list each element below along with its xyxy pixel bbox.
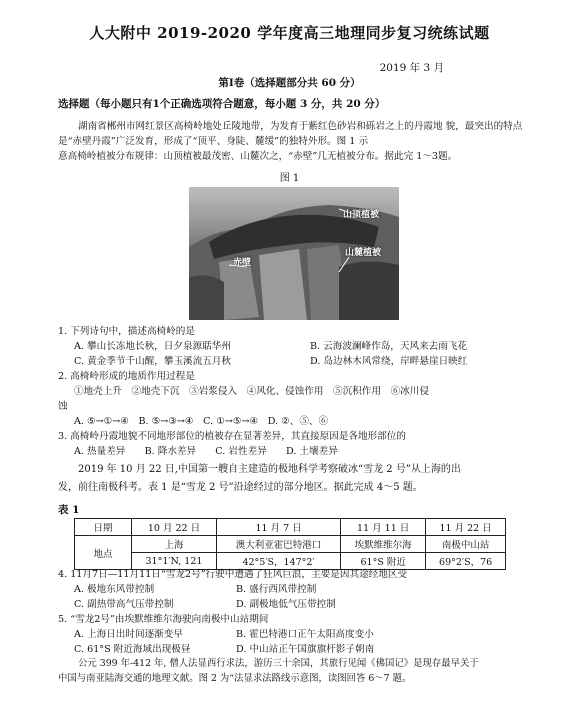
exam-date: 2019 年 3 月 — [379, 62, 444, 74]
table-place-cell: 埃默维维尔海 — [341, 536, 426, 553]
q4-option-a[interactable]: A. 极地东风带控制 — [74, 584, 155, 595]
label-summit-vegetation: 山顶植被 — [343, 210, 380, 220]
label-foot-vegetation: 山麓植被 — [345, 248, 382, 258]
q5-option-a[interactable]: A. 上海日出时间逐渐变早 — [74, 629, 183, 640]
table-row — [75, 553, 506, 570]
figure1-photo — [189, 187, 399, 320]
table1 — [74, 518, 506, 570]
q4-stem: 4. 11月7日—11月11日“雪龙2号”行驶中遭遇了狂风巨浪，主要是因其途经地区受 — [58, 569, 408, 580]
q2-items-tail: 蚀 — [58, 401, 68, 412]
q1-stem: 1. 下列诗句中，描述高椅岭的是 — [58, 326, 195, 337]
q5-option-d[interactable]: D. 中山站正午国旗旗杆影子朝南 — [236, 644, 375, 655]
q3-stem: 3. 高椅岭丹霞地貌不同地形部位的植被存在显著差异，其直接原因是各地形部位的 — [58, 431, 406, 442]
q3-options[interactable]: A. 热量差异 B. 降水差异 C. 岩性差异 D. 土壤差异 — [74, 446, 338, 457]
table-coord-cell: 69°2′S，76 — [426, 553, 506, 570]
q5-option-c[interactable]: C. 61°S 附近海域出现极昼 — [74, 644, 191, 655]
q4-option-b[interactable]: B. 盛行西风带控制 — [236, 584, 317, 595]
section-heading: 第Ⅰ卷（选择题部分共 60 分） — [218, 77, 361, 89]
q5-stem: 5. “雪龙2号”由埃默维维尔海驶向南极中山站期间 — [58, 614, 269, 625]
q2-items: ①地壳上升 ②地壳下沉 ③岩浆侵入 ④风化、侵蚀作用 ⑤沉积作用 ⑥冰川侵 — [74, 386, 429, 397]
intro3-line2: 中国与南亚陆海交通的地理文献。图 2 为“法显求法路线示意图，读图回答 6～7 题。 — [58, 673, 412, 684]
q4-option-c[interactable]: C. 副热带高气压带控制 — [74, 599, 174, 610]
table-row — [75, 536, 506, 553]
table-coord-cell: 61°S 附近 — [341, 553, 426, 570]
q2-options[interactable]: A. ⑤→①→④ B. ⑤→③→④ C. ①→⑤→④ D. ②、⑤、⑥ — [74, 416, 329, 427]
page-title: 人大附中 2019-2020 学年度高三地理同步复习统练试题 — [89, 24, 490, 42]
q1-option-c[interactable]: C. 黄金季节千山醒，攀玉溪流五月秋 — [74, 356, 232, 367]
table-coord-cell: 31°1′N, 121 — [132, 553, 217, 570]
q4-option-d[interactable]: D. 副极地低气压带控制 — [236, 599, 336, 610]
intro-paragraph-line1: 湖南省郴州市网红景区高椅岭地处丘陵地带，为发育于紫红色砂岩和砾岩之上的丹霞地 貌，最突出的特点是“赤壁丹霞”广泛发育，形成了“顶平、身陡、麓缓”的独特外形。图 1 示 — [58, 121, 523, 147]
intro-paragraph-line2: 意高椅岭植被分布规律：山顶植被最茂密、山麓次之，“赤壁”几无植被分布。据此完 1～3题。 — [58, 151, 458, 162]
q1-option-a[interactable]: A. 攀山长冻地长秋，日夕泉源聒华州 — [74, 341, 231, 352]
intro3-line1: 公元 399 年-412 年, 僧人法显西行求法，游历三十余国，其旅行见闻《佛国记》是现存最早关于 — [78, 658, 479, 669]
table-row — [75, 519, 506, 536]
table1-label: 表 1 — [58, 504, 80, 516]
q2-stem: 2. 高椅岭形成的地质作用过程是 — [58, 371, 195, 382]
table-coord-cell: 42°5′S，147°2′ — [216, 553, 340, 570]
table-place-label: 地点 — [75, 536, 132, 570]
intro2-line1: 2019 年 10 月 22 日,中国第一艘自主建造的极地科学考察破冰“雪龙 2 号”从上海的出 — [78, 464, 461, 475]
table-date-cell: 10 月 22 日 — [132, 519, 217, 536]
table-place-cell: 南极中山站 — [426, 536, 506, 553]
table-place-cell: 澳大利亚霍巴特港口 — [216, 536, 340, 553]
table-date-cell: 11 月 7 日 — [216, 519, 340, 536]
label-red-cliff: 赤壁 — [233, 258, 252, 268]
q5-option-b[interactable]: B. 霍巴特港口正午太阳高度变小 — [236, 629, 374, 640]
intro2-line2: 发，前往南极科考。表 1 是“雪龙 2 号”沿途经过的部分地区。据此完成 4～5 题。 — [58, 482, 423, 493]
instruction: 选择题（每小题只有1个正确选项符合题意，每小题 3 分，共 20 分） — [58, 98, 386, 110]
table-date-cell: 11 月 22 日 — [426, 519, 506, 536]
figure1-label: 图 1 — [279, 173, 300, 184]
table-header-cell: 日期 — [75, 519, 132, 536]
q1-option-b[interactable]: B. 云海波澜峰作岛，天风来去雨飞花 — [310, 341, 468, 352]
table-date-cell: 11 月 11 日 — [341, 519, 426, 536]
table-place-cell: 上海 — [132, 536, 217, 553]
q1-option-d[interactable]: D. 岛边林木风常绕，岸畔悬崖日映红 — [310, 356, 468, 367]
